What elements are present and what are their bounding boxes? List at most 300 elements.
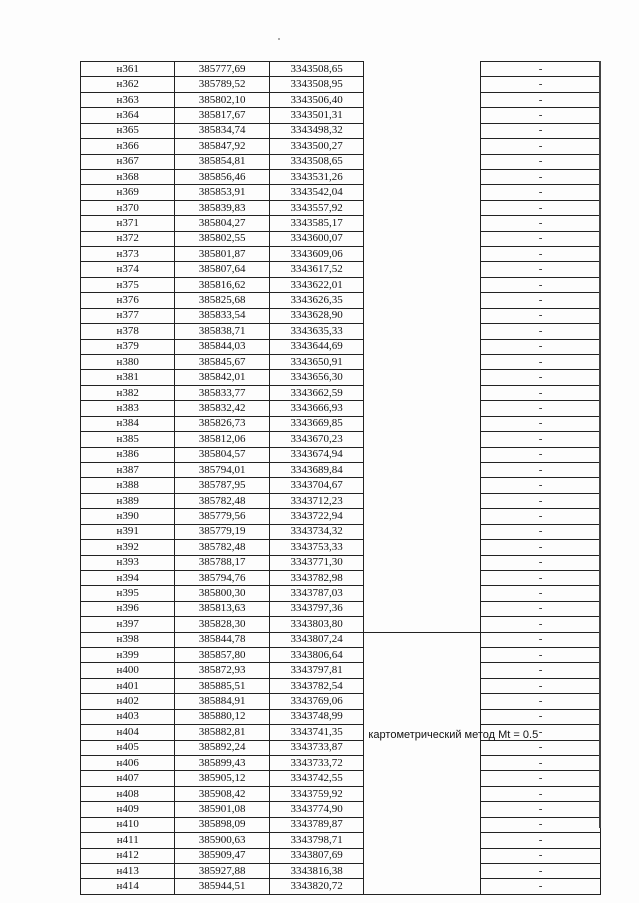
note-cell: - [481,478,601,493]
method-cell [364,478,481,493]
note-cell: - [481,308,601,323]
method-cell [364,247,481,262]
y-coordinate-cell: 3343501,31 [269,108,363,123]
x-coordinate-cell: 385880,12 [175,709,269,724]
note-cell: - [481,555,601,570]
table-row [81,123,601,138]
table-row [81,802,601,817]
note-cell: - [481,416,601,431]
x-coordinate-cell: 385802,55 [175,231,269,246]
x-coordinate-cell: 385892,24 [175,740,269,755]
coordinates-table-body [81,62,601,895]
y-coordinate-cell: 3343797,36 [269,601,363,616]
y-coordinate-cell: 3343626,35 [269,293,363,308]
x-coordinate-cell: 385817,67 [175,108,269,123]
y-coordinate-cell: 3343674,94 [269,447,363,462]
point-id-cell: н395 [81,586,175,601]
x-coordinate-cell: 385807,64 [175,262,269,277]
method-cell [364,755,481,770]
y-coordinate-cell: 3343508,65 [269,154,363,169]
table-row [81,108,601,123]
note-cell: - [481,108,601,123]
method-cell [364,123,481,138]
note-cell: - [481,786,601,801]
point-id-cell: н372 [81,231,175,246]
note-cell: - [481,262,601,277]
table-row [81,879,601,894]
method-cell [364,108,481,123]
table-row [81,262,601,277]
note-cell: - [481,401,601,416]
table-row [81,92,601,107]
point-id-cell: н371 [81,216,175,231]
x-coordinate-cell: 385845,67 [175,355,269,370]
point-id-cell: н387 [81,462,175,477]
x-coordinate-cell: 385833,77 [175,385,269,400]
y-coordinate-cell: 3343662,59 [269,385,363,400]
point-id-cell: н393 [81,555,175,570]
point-id-cell: н414 [81,879,175,894]
table-row [81,154,601,169]
y-coordinate-cell: 3343508,65 [269,62,363,77]
x-coordinate-cell: 385900,63 [175,833,269,848]
x-coordinate-cell: 385842,01 [175,370,269,385]
method-cell [364,540,481,555]
method-cell [364,524,481,539]
method-cell [364,863,481,878]
x-coordinate-cell: 385782,48 [175,493,269,508]
table-row [81,524,601,539]
table-row [81,771,601,786]
table-row [81,509,601,524]
note-cell: - [481,92,601,107]
y-coordinate-cell: 3343816,38 [269,863,363,878]
table-row [81,570,601,585]
x-coordinate-cell: 385899,43 [175,755,269,770]
x-coordinate-cell: 385927,88 [175,863,269,878]
y-coordinate-cell: 3343508,95 [269,77,363,92]
table-row [81,601,601,616]
y-coordinate-cell: 3343733,87 [269,740,363,755]
note-cell: - [481,154,601,169]
y-coordinate-cell: 3343771,30 [269,555,363,570]
point-id-cell: н410 [81,817,175,832]
table-row [81,216,601,231]
note-cell: - [481,586,601,601]
table-row [81,755,601,770]
x-coordinate-cell: 385839,83 [175,200,269,215]
note-cell: - [481,139,601,154]
x-coordinate-cell: 385885,51 [175,678,269,693]
method-cell [364,786,481,801]
x-coordinate-cell: 385838,71 [175,324,269,339]
x-coordinate-cell: 385801,87 [175,247,269,262]
y-coordinate-cell: 3343820,72 [269,879,363,894]
table-row [81,401,601,416]
x-coordinate-cell: 385804,57 [175,447,269,462]
y-coordinate-cell: 3343557,92 [269,200,363,215]
note-cell: - [481,370,601,385]
note-cell: - [481,771,601,786]
x-coordinate-cell: 385794,01 [175,462,269,477]
note-cell: - [481,617,601,632]
point-id-cell: н405 [81,740,175,755]
table-row [81,447,601,462]
point-id-cell: н411 [81,833,175,848]
y-coordinate-cell: 3343635,33 [269,324,363,339]
table-row [81,493,601,508]
y-coordinate-cell: 3343617,52 [269,262,363,277]
table-row [81,786,601,801]
table-row [81,848,601,863]
x-coordinate-cell: 385779,19 [175,524,269,539]
table-row [81,62,601,77]
y-coordinate-cell: 3343742,55 [269,771,363,786]
table-row [81,77,601,92]
table-row [81,632,601,647]
y-coordinate-cell: 3343689,84 [269,462,363,477]
point-id-cell: н407 [81,771,175,786]
method-label: картометрический метод Mt = 0.5 [368,728,539,741]
note-cell: - [481,540,601,555]
y-coordinate-cell: 3343782,98 [269,570,363,585]
point-id-cell: н365 [81,123,175,138]
note-cell: - [481,247,601,262]
table-row [81,385,601,400]
point-id-cell: н391 [81,524,175,539]
method-cell [364,879,481,894]
note-cell: - [481,879,601,894]
method-cell [364,231,481,246]
note-cell: - [481,570,601,585]
y-coordinate-cell: 3343807,24 [269,632,363,647]
point-id-cell: н401 [81,678,175,693]
note-cell: - [481,216,601,231]
y-coordinate-cell: 3343650,91 [269,355,363,370]
x-coordinate-cell: 385788,17 [175,555,269,570]
table-row [81,432,601,447]
note-cell: - [481,755,601,770]
x-coordinate-cell: 385816,62 [175,277,269,292]
method-cell [364,185,481,200]
note-cell: - [481,709,601,724]
table-row [81,200,601,215]
note-cell: - [481,385,601,400]
note-cell: - [481,277,601,292]
method-cell [364,339,481,354]
method-cell [364,139,481,154]
point-id-cell: н376 [81,293,175,308]
point-id-cell: н380 [81,355,175,370]
table-row [81,139,601,154]
y-coordinate-cell: 3343733,72 [269,755,363,770]
x-coordinate-cell: 385901,08 [175,802,269,817]
note-cell: - [481,339,601,354]
method-cell [364,355,481,370]
point-id-cell: н369 [81,185,175,200]
y-coordinate-cell: 3343585,17 [269,216,363,231]
x-coordinate-cell: 385909,47 [175,848,269,863]
point-id-cell: н373 [81,247,175,262]
y-coordinate-cell: 3343656,30 [269,370,363,385]
point-id-cell: н368 [81,169,175,184]
point-id-cell: н412 [81,848,175,863]
note-cell: - [481,123,601,138]
method-cell [364,432,481,447]
point-id-cell: н392 [81,540,175,555]
x-coordinate-cell: 385826,73 [175,416,269,431]
y-coordinate-cell: 3343722,94 [269,509,363,524]
method-cell [364,401,481,416]
note-cell: - [481,169,601,184]
note-cell: - [481,725,601,740]
point-id-cell: н370 [81,200,175,215]
point-id-cell: н375 [81,277,175,292]
table-row [81,817,601,832]
x-coordinate-cell: 385812,06 [175,432,269,447]
table-row [81,339,601,354]
y-coordinate-cell: 3343712,23 [269,493,363,508]
x-coordinate-cell: 385884,91 [175,694,269,709]
point-id-cell: н396 [81,601,175,616]
x-coordinate-cell: 385804,27 [175,216,269,231]
y-coordinate-cell: 3343741,35 [269,725,363,740]
y-coordinate-cell: 3343644,69 [269,339,363,354]
method-cell [364,277,481,292]
note-cell: - [481,817,601,832]
x-coordinate-cell: 385800,30 [175,586,269,601]
method-cell [364,632,481,647]
x-coordinate-cell: 385794,76 [175,570,269,585]
method-cell [364,740,481,755]
method-cell [364,154,481,169]
point-id-cell: н363 [81,92,175,107]
y-coordinate-cell: 3343498,32 [269,123,363,138]
table-row [81,648,601,663]
method-cell [364,833,481,848]
point-id-cell: н397 [81,617,175,632]
x-coordinate-cell: 385882,81 [175,725,269,740]
y-coordinate-cell: 3343500,27 [269,139,363,154]
table-row [81,277,601,292]
note-cell: - [481,231,601,246]
method-cell [364,308,481,323]
note-cell: - [481,324,601,339]
x-coordinate-cell: 385856,46 [175,169,269,184]
point-id-cell: н402 [81,694,175,709]
point-id-cell: н394 [81,570,175,585]
method-cell [364,694,481,709]
note-cell: - [481,648,601,663]
method-cell [364,324,481,339]
x-coordinate-cell: 385825,68 [175,293,269,308]
x-coordinate-cell: 385847,92 [175,139,269,154]
method-cell [364,771,481,786]
table-row [81,694,601,709]
point-id-cell: н388 [81,478,175,493]
y-coordinate-cell: 3343806,64 [269,648,363,663]
point-id-cell: н409 [81,802,175,817]
method-cell [364,802,481,817]
table-row [81,540,601,555]
table-row [81,586,601,601]
table-row [81,355,601,370]
note-cell: - [481,601,601,616]
table-row [81,370,601,385]
x-coordinate-cell: 385832,42 [175,401,269,416]
note-cell: - [481,432,601,447]
x-coordinate-cell: 385898,09 [175,817,269,832]
y-coordinate-cell: 3343669,85 [269,416,363,431]
point-id-cell: н404 [81,725,175,740]
x-coordinate-cell: 385853,91 [175,185,269,200]
x-coordinate-cell: 385787,95 [175,478,269,493]
note-cell: - [481,524,601,539]
method-cell [364,601,481,616]
method-cell [364,262,481,277]
note-cell: - [481,694,601,709]
y-coordinate-cell: 3343734,32 [269,524,363,539]
y-coordinate-cell: 3343748,99 [269,709,363,724]
y-coordinate-cell: 3343759,92 [269,786,363,801]
y-coordinate-cell: 3343506,40 [269,92,363,107]
x-coordinate-cell: 385789,52 [175,77,269,92]
y-coordinate-cell: 3343782,54 [269,678,363,693]
table-row [81,555,601,570]
method-cell [364,370,481,385]
note-cell: - [481,200,601,215]
table-row [81,169,601,184]
table-row [81,185,601,200]
y-coordinate-cell: 3343628,90 [269,308,363,323]
point-id-cell: н390 [81,509,175,524]
method-cell [364,77,481,92]
y-coordinate-cell: 3343787,03 [269,586,363,601]
point-id-cell: н379 [81,339,175,354]
point-id-cell: н366 [81,139,175,154]
table-row [81,247,601,262]
note-cell: - [481,863,601,878]
table-row [81,462,601,477]
y-coordinate-cell: 3343666,93 [269,401,363,416]
note-cell: - [481,833,601,848]
table-row [81,740,601,755]
point-id-cell: н383 [81,401,175,416]
method-cell [364,169,481,184]
point-id-cell: н406 [81,755,175,770]
y-coordinate-cell: 3343670,23 [269,432,363,447]
x-coordinate-cell: 385854,81 [175,154,269,169]
note-cell: - [481,77,601,92]
page-edge-shadow [599,61,601,828]
point-id-cell: н361 [81,62,175,77]
table-row [81,231,601,246]
point-id-cell: н408 [81,786,175,801]
method-cell [364,648,481,663]
method-cell [364,509,481,524]
table-row [81,293,601,308]
table-row [81,478,601,493]
y-coordinate-cell: 3343542,04 [269,185,363,200]
x-coordinate-cell: 385833,54 [175,308,269,323]
scan-speck [278,38,280,40]
y-coordinate-cell: 3343622,01 [269,277,363,292]
table-row [81,725,601,740]
note-cell: - [481,740,601,755]
point-id-cell: н377 [81,308,175,323]
point-id-cell: н413 [81,863,175,878]
y-coordinate-cell: 3343609,06 [269,247,363,262]
note-cell: - [481,678,601,693]
table-row [81,863,601,878]
note-cell: - [481,462,601,477]
x-coordinate-cell: 385908,42 [175,786,269,801]
method-cell [364,617,481,632]
point-id-cell: н385 [81,432,175,447]
x-coordinate-cell: 385802,10 [175,92,269,107]
method-cell [364,447,481,462]
note-cell: - [481,493,601,508]
x-coordinate-cell: 385872,93 [175,663,269,678]
method-cell [364,462,481,477]
table-row [81,308,601,323]
table-row [81,617,601,632]
table-row [81,416,601,431]
point-id-cell: н364 [81,108,175,123]
y-coordinate-cell: 3343704,67 [269,478,363,493]
note-cell: - [481,62,601,77]
table-row [81,324,601,339]
note-cell: - [481,509,601,524]
note-cell: - [481,355,601,370]
point-id-cell: н381 [81,370,175,385]
point-id-cell: н398 [81,632,175,647]
y-coordinate-cell: 3343798,71 [269,833,363,848]
method-cell [364,385,481,400]
table-row [81,709,601,724]
note-cell: - [481,802,601,817]
y-coordinate-cell: 3343769,06 [269,694,363,709]
y-coordinate-cell: 3343753,33 [269,540,363,555]
x-coordinate-cell: 385777,69 [175,62,269,77]
x-coordinate-cell: 385905,12 [175,771,269,786]
method-cell [364,293,481,308]
y-coordinate-cell: 3343797,81 [269,663,363,678]
point-id-cell: н389 [81,493,175,508]
table-row [81,833,601,848]
table-row [81,678,601,693]
note-cell: - [481,848,601,863]
method-cell [364,817,481,832]
note-cell: - [481,663,601,678]
point-id-cell: н403 [81,709,175,724]
y-coordinate-cell: 3343807,69 [269,848,363,863]
point-id-cell: н378 [81,324,175,339]
method-cell [364,570,481,585]
method-cell [364,62,481,77]
point-id-cell: н367 [81,154,175,169]
coordinates-table [80,61,601,895]
method-cell [364,725,539,741]
x-coordinate-cell: 385844,03 [175,339,269,354]
method-cell [364,92,481,107]
y-coordinate-cell: 3343803,80 [269,617,363,632]
x-coordinate-cell: 385828,30 [175,617,269,632]
x-coordinate-cell: 385779,56 [175,509,269,524]
method-cell [364,586,481,601]
y-coordinate-cell: 3343600,07 [269,231,363,246]
x-coordinate-cell: 385782,48 [175,540,269,555]
